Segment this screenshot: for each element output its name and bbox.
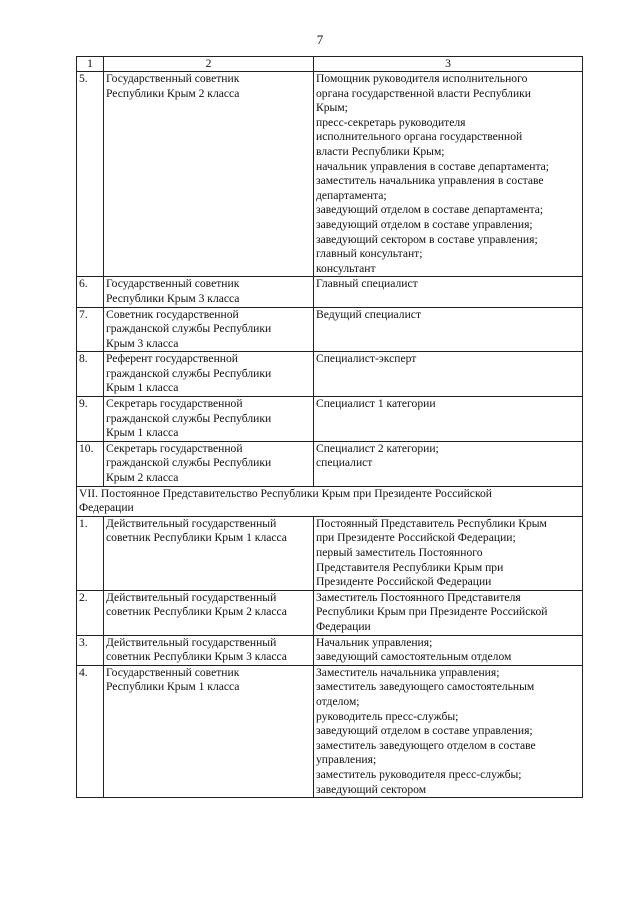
rank-text: Действительный государственный советник Республики Крым 1 класса: [106, 516, 287, 545]
table-header: [77, 57, 583, 72]
row-number: [77, 590, 104, 635]
rank-text: Действительный государственный советник Республики Крым 2 класса: [106, 590, 287, 619]
table-row: [77, 590, 583, 635]
positions-table: [76, 56, 583, 798]
positions-text: Специалист-эксперт: [316, 352, 417, 366]
row-number: [77, 307, 104, 352]
row-number-text: 2.: [79, 590, 88, 604]
section-heading-text: VII. Постоянное Представительство Республики Крым при Президенте Российской Федерации: [79, 486, 492, 515]
rank-text: Референт государственной гражданской службы Республики Крым 1 класса: [106, 352, 272, 395]
rank-cell: [104, 277, 314, 307]
row-number-text: 7.: [79, 307, 88, 321]
table-row: [77, 277, 583, 307]
row-number-text: 1.: [79, 516, 88, 530]
positions-text: Постоянный Представитель Республики Крым при Президенте Российской Федерации; первый заместитель Постоянного Представителя Республики Крым при Президенте Российской Федерации: [316, 516, 547, 589]
positions-cell: [314, 352, 583, 397]
positions-cell: [314, 441, 583, 486]
row-number: [77, 72, 104, 277]
rank-text: Государственный советник Республики Крым 2 класса: [106, 72, 240, 100]
row-number-text: 9.: [79, 397, 88, 411]
table-row: [77, 307, 583, 352]
rank-cell: [104, 665, 314, 797]
rank-cell: [104, 72, 314, 277]
rank-cell: [104, 516, 314, 590]
row-number: [77, 635, 104, 665]
header-col-3: 3: [314, 57, 583, 72]
positions-text: Специалист 1 категории: [316, 397, 436, 411]
row-number-text: 8.: [79, 352, 88, 366]
positions-text: Специалист 2 категории; специалист: [316, 441, 439, 470]
rank-cell: [104, 590, 314, 635]
table-row: [77, 397, 583, 442]
positions-cell: [314, 307, 583, 352]
row-number-text: 5.: [79, 72, 88, 85]
rank-cell: [104, 441, 314, 486]
positions-text: Главный специалист: [316, 277, 418, 291]
row-number-text: 6.: [79, 277, 88, 291]
row-number: [77, 277, 104, 307]
positions-text: Начальник управления; заведующий самостоятельным отделом: [316, 635, 512, 664]
header-row: [77, 57, 583, 72]
row-number: [77, 397, 104, 442]
rank-text: Действительный государственный советник Республики Крым 3 класса: [106, 635, 287, 664]
table-row: [77, 665, 583, 797]
header-col-2: 2: [104, 57, 314, 72]
positions-cell: [314, 635, 583, 665]
positions-text: Заместитель начальника управления; заместитель заведующего самостоятельным отделом; руководитель пресс-службы; заведующий отделом в составе управления; заместитель заведующего отделом в составе управления; заместитель руководителя пресс-службы; заведующий сектором: [316, 665, 536, 796]
table-body: [77, 72, 583, 798]
rank-text: Государственный советник Республики Крым 3 класса: [106, 277, 240, 305]
row-number-text: 10.: [79, 441, 94, 455]
rank-cell: [104, 352, 314, 397]
row-number: [77, 516, 104, 590]
table-row: [77, 352, 583, 397]
positions-cell: [314, 665, 583, 797]
positions-text: Заместитель Постоянного Представителя Республики Крым при Президенте Российской Федерации: [316, 590, 548, 633]
row-number: [77, 352, 104, 397]
page-number: 7: [316, 32, 324, 47]
positions-text: Помощник руководителя исполнительного органа государственной власти Республики Крым; пресс-секретарь руководителя исполнительного органа государственной власти Республики Крым; начальник управления в составе департамента; заместитель начальника управления в составе департамента; заведующий отделом в составе департамента; заведующий отделом в составе управления; заведующий сектором в составе управления; главный консультант; консультант: [316, 72, 550, 275]
section-heading: [77, 486, 583, 516]
header-col-1: 1: [77, 57, 104, 72]
row-number-text: 4.: [79, 665, 88, 679]
table-row: [77, 441, 583, 486]
positions-cell: [314, 72, 583, 277]
rank-text: Советник государственной гражданской службы Республики Крым 3 класса: [106, 307, 272, 350]
table-row: [77, 635, 583, 665]
rank-cell: [104, 635, 314, 665]
positions-cell: [314, 277, 583, 307]
rank-text: Государственный советник Республики Крым 1 класса: [106, 665, 240, 694]
positions-cell: [314, 397, 583, 442]
rank-text: Секретарь государственной гражданской службы Республики Крым 1 класса: [106, 397, 272, 440]
rank-text: Секретарь государственной гражданской службы Республики Крым 2 класса: [106, 441, 272, 485]
table-row: [77, 72, 583, 277]
row-number: [77, 665, 104, 797]
rank-cell: [104, 307, 314, 352]
positions-cell: [314, 590, 583, 635]
row-number-text: 3.: [79, 635, 88, 649]
section-row: [77, 486, 583, 516]
positions-cell: [314, 516, 583, 590]
rank-cell: [104, 397, 314, 442]
table-row: [77, 516, 583, 590]
row-number: [77, 441, 104, 486]
positions-text: Ведущий специалист: [316, 307, 422, 321]
